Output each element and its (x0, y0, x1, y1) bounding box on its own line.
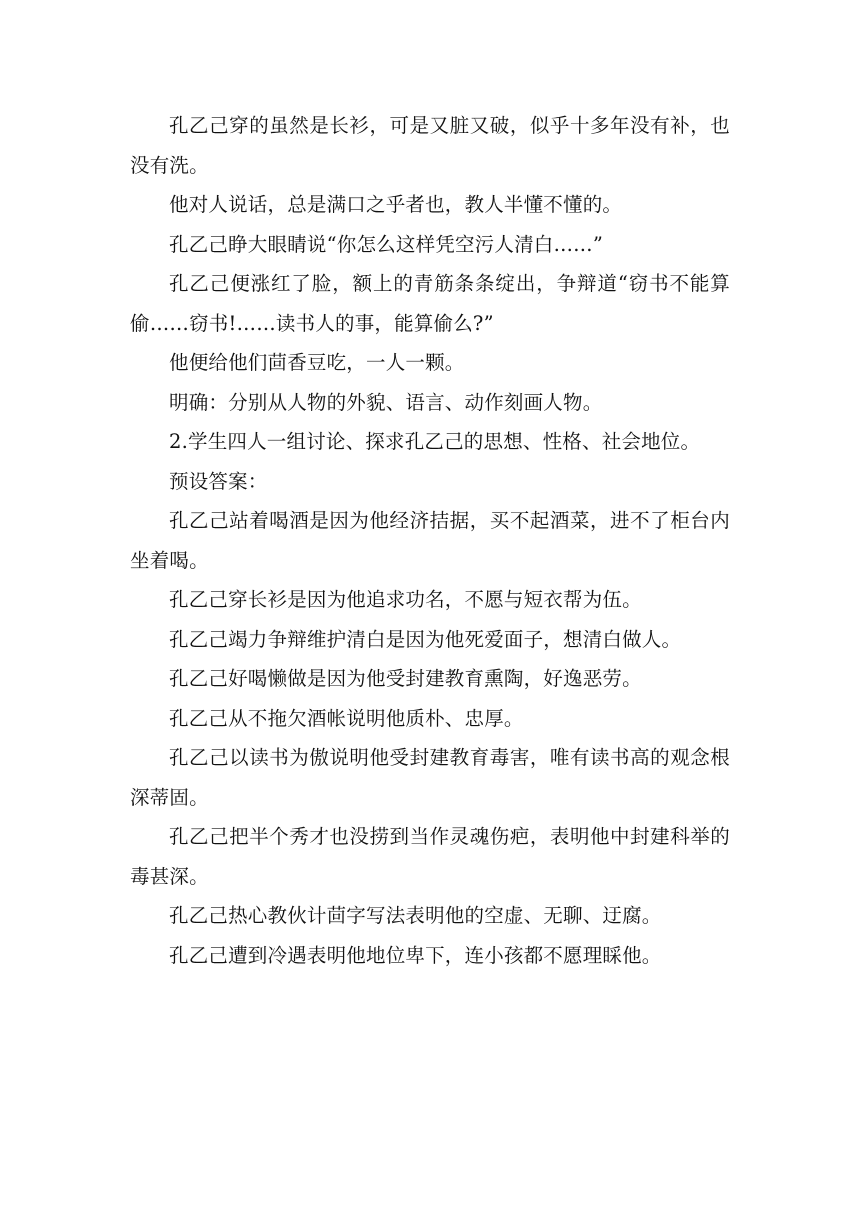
paragraph: 孔乙己便涨红了脸，额上的青筋条条绽出，争辩道“窃书不能算偷……窃书!……读书人的事，能算偷么?” (130, 272, 730, 335)
paragraph: 孔乙己遭到冷遇表明他地位卑下，连小孩都不愿理睬他。 (169, 943, 662, 967)
paragraph: 孔乙己穿长衫是因为他追求功名，不愿与短衣帮为伍。 (169, 588, 642, 611)
paragraph: 孔乙己热心教伙计茴字写法表明他的空虚、无聊、迂腐。 (169, 904, 662, 927)
paragraph: 孔乙己竭力争辩维护清白是因为他死爱面子，想清白做人。 (169, 627, 682, 651)
paragraph: 孔乙己以读书为傲说明他受封建教育毒害，唯有读书高的观念根深蒂固。 (130, 746, 730, 809)
paragraph: 他便给他们茴香豆吃，一人一颗。 (169, 351, 465, 374)
paragraph: 孔乙己站着喝酒是因为他经济拮据，买不起酒菜，进不了柜台内坐着喝。 (130, 509, 730, 572)
paragraph: 孔乙己好喝懒做是因为他受封建教育熏陶，好逸恶劳。 (169, 667, 642, 690)
document-page (130, 106, 730, 975)
paragraph: 孔乙己把半个秀才也没捞到当作灵魂伤疤，表明他中封建科举的毒甚深。 (130, 825, 730, 888)
paragraph: 孔乙己睁大眼睛说“你怎么这样凭空污人清白……” (169, 232, 604, 256)
paragraph: 孔乙己从不拖欠酒帐说明他质朴、忠厚。 (169, 706, 524, 730)
paragraph: 预设答案： (169, 469, 268, 493)
paragraph: 2.学生四人一组讨论、探求孔乙己的思想、性格、社会地位。 (169, 430, 701, 453)
paragraph: 他对人说话，总是满口之乎者也，教人半懂不懂的。 (169, 193, 623, 216)
paragraph: 孔乙己穿的虽然是长衫，可是又脏又破，似乎十多年没有补，也没有洗。 (130, 114, 730, 177)
paragraph: 明确：分别从人物的外貌、语言、动作刻画人物。 (169, 390, 603, 414)
